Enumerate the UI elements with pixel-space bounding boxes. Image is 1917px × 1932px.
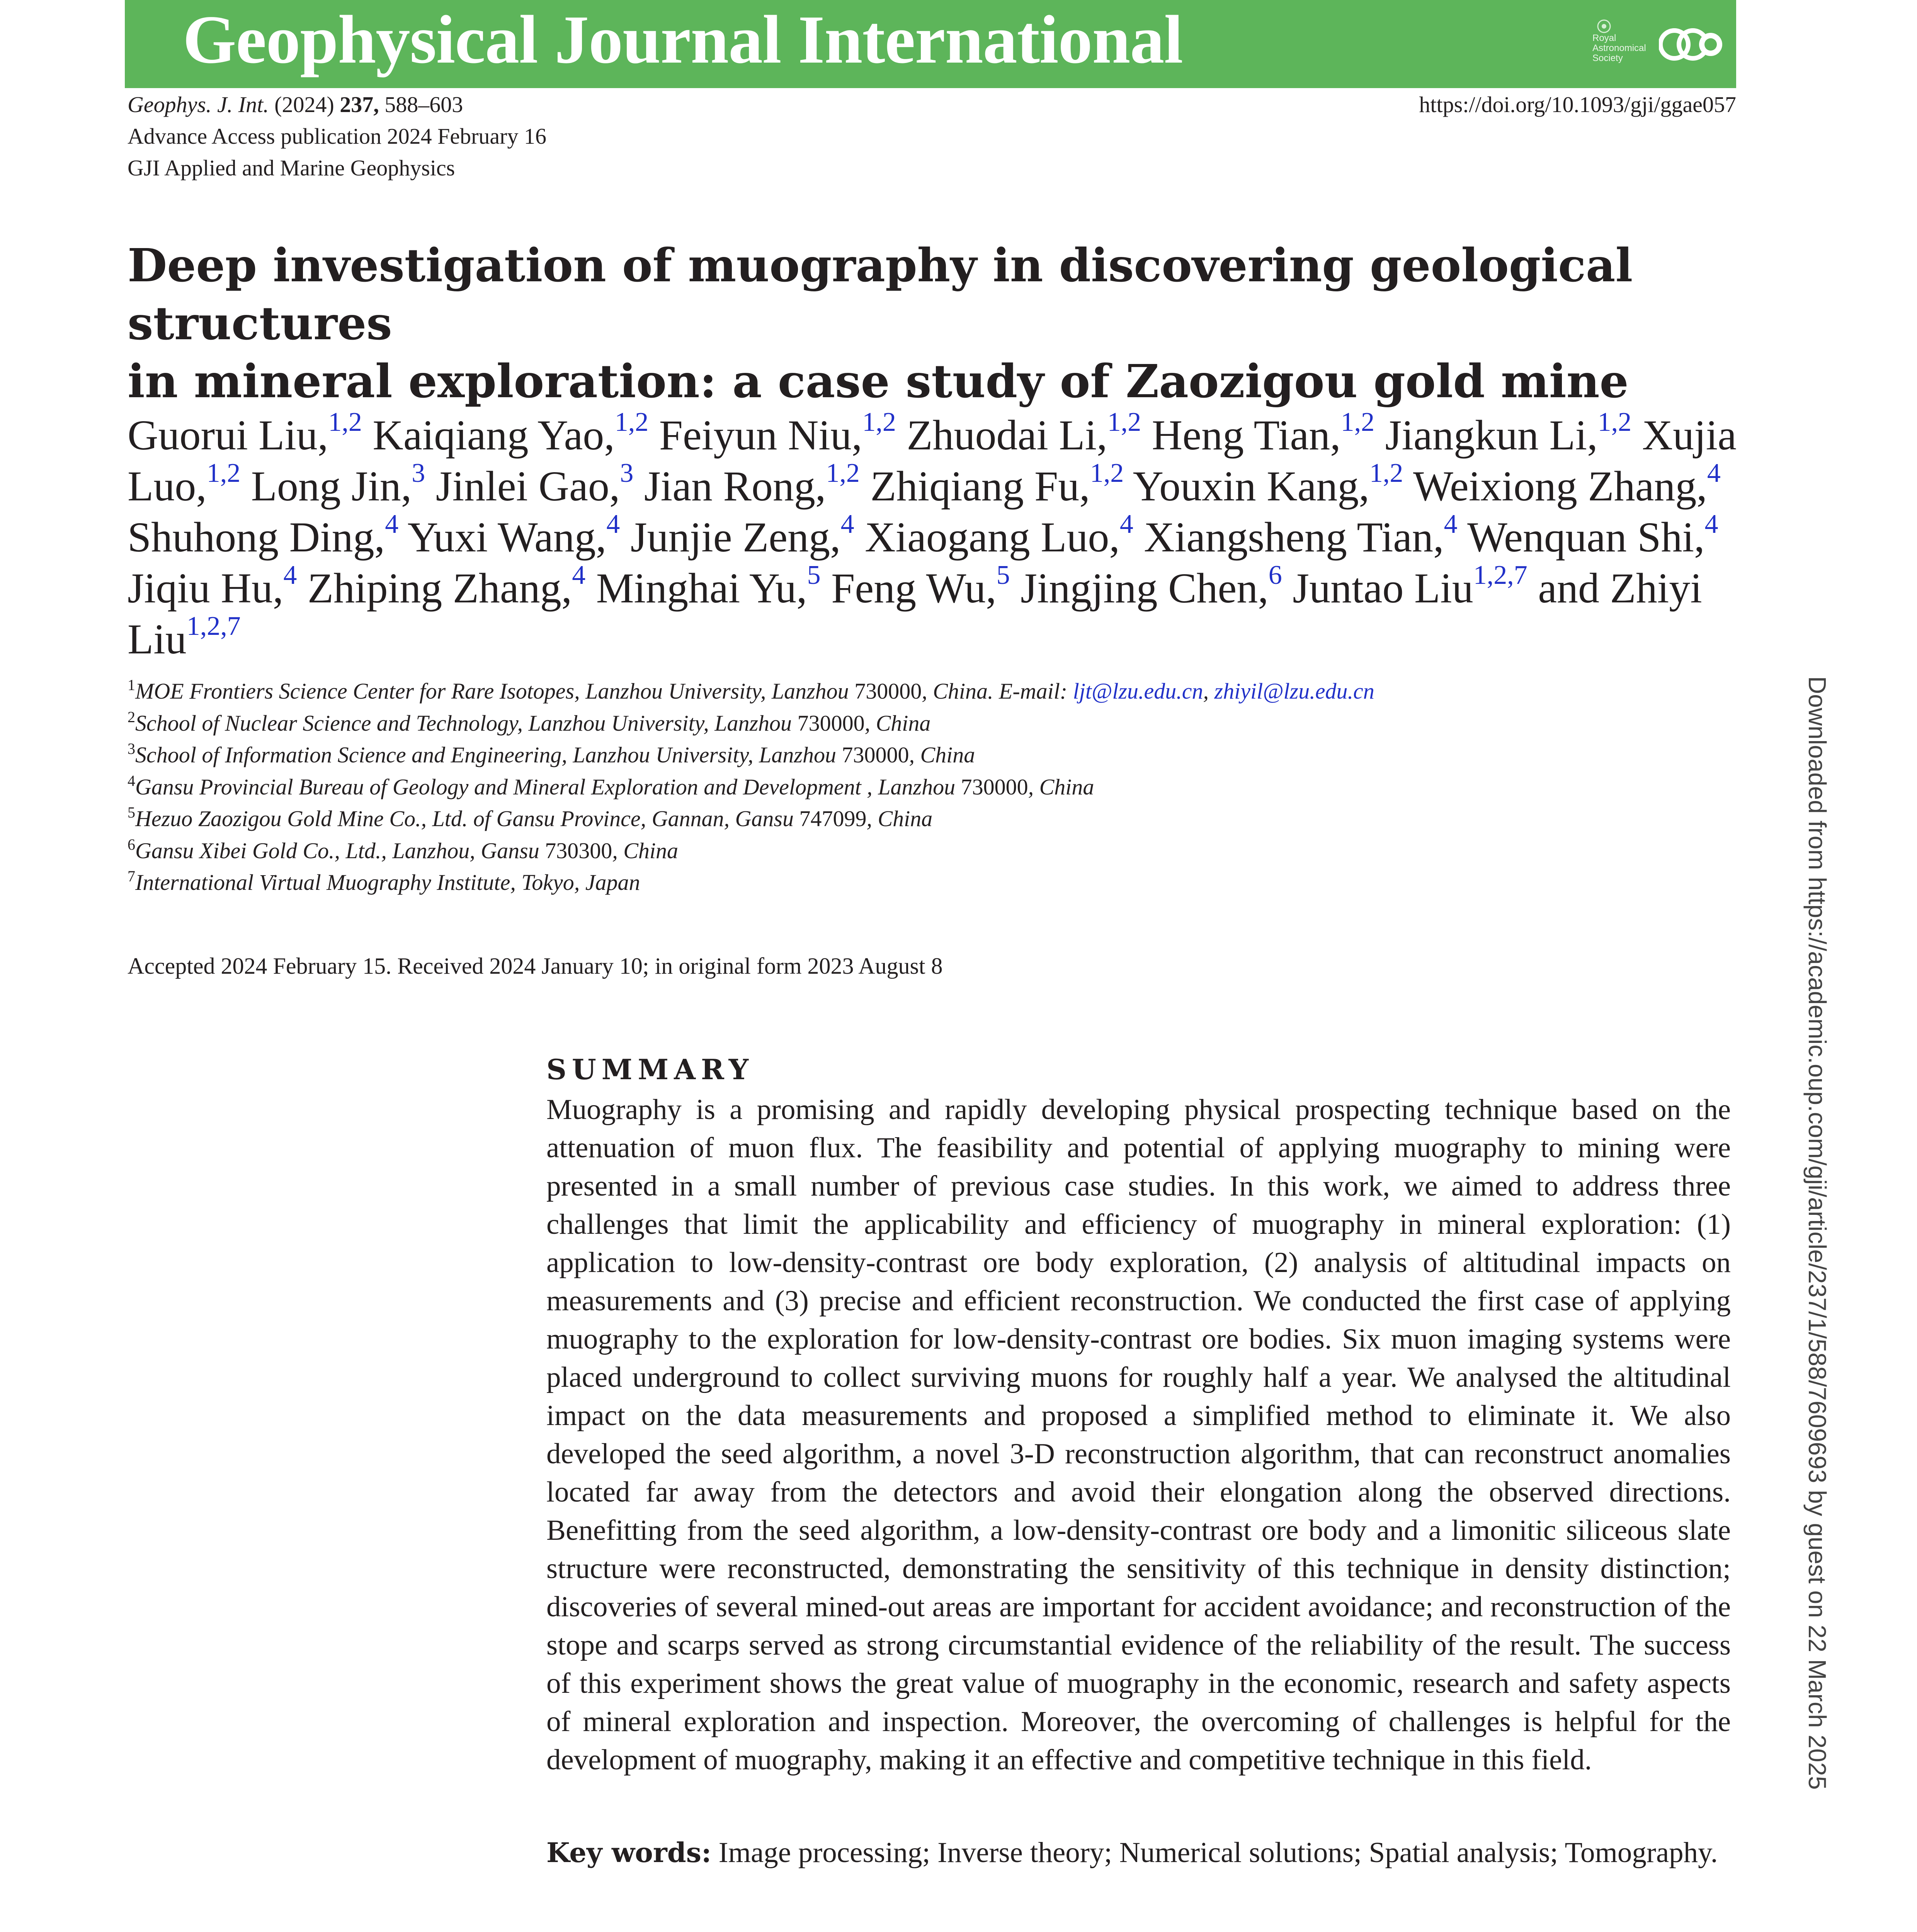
affiliation-text: Gansu Xibei Gold Co., Ltd., Lanzhou, Gansu [135, 838, 545, 863]
author-affiliation-ref[interactable]: 1,2 [1340, 407, 1375, 437]
received-dates: Accepted 2024 February 15. Received 2024 January 10; in original form 2023 August 8 [128, 953, 943, 979]
postal-code: 730300 [545, 838, 612, 863]
affiliation-tail: , China [909, 742, 975, 767]
author-name: Feng Wu, [831, 565, 997, 612]
journal-banner [125, 0, 1736, 88]
affiliation-number: 7 [128, 867, 135, 885]
affiliation-text: International Virtual Muography Institute, Tokyo, Japan [135, 870, 640, 895]
affiliation-item [128, 867, 1750, 899]
author-name: Heng Tian, [1152, 412, 1341, 459]
author-name: Jinlei Gao, [435, 463, 620, 510]
author-name: Jiqiu Hu, [128, 565, 284, 612]
affiliation-item [128, 835, 1750, 867]
advance-access: Advance Access publication 2024 February 16 [128, 124, 546, 149]
download-watermark: Downloaded from https://academic.oup.com/gji/article/237/1/588/7609693 by guest on 22 March 2025 [1803, 676, 1831, 1790]
author-name: Feiyun Niu, [659, 412, 862, 459]
author-name: Zhiqiang Fu, [870, 463, 1090, 510]
author-name: Kaiqiang Yao, [373, 412, 615, 459]
affiliation-text: School of Nuclear Science and Technology, Lanzhou University, Lanzhou [135, 710, 798, 736]
gji-logo-icon [1659, 15, 1725, 73]
affiliation-tail: , China. E-mail: [922, 679, 1073, 704]
author-affiliation-ref[interactable]: 4 [1444, 509, 1458, 539]
affiliation-number: 4 [128, 772, 135, 789]
affiliation-tail: , China [1028, 774, 1094, 799]
keywords: Key words: Image processing; Inverse theory; Numerical solutions; Spatial analysis; Tomography. [546, 1837, 1718, 1869]
affiliation-text: School of Information Science and Engineering, Lanzhou University, Lanzhou [135, 742, 842, 767]
author-affiliation-ref[interactable]: 4 [1707, 458, 1721, 488]
author-name: Junjie Zeng, [630, 514, 841, 561]
journal-title: Geophysical Journal International [183, 1, 1183, 78]
affiliation-number: 1 [128, 676, 135, 694]
author-affiliation-ref[interactable]: 4 [606, 509, 620, 539]
author-name: Xiaogang Luo, [865, 514, 1120, 561]
society-name: Royal Astronomical Society [1592, 33, 1646, 63]
author-affiliation-ref[interactable]: 4 [283, 560, 297, 590]
author-affiliation-ref[interactable]: 3 [620, 458, 634, 488]
affiliation-text: MOE Frontiers Science Center for Rare Isotopes, Lanzhou University, Lanzhou [135, 679, 855, 704]
author-affiliation-ref[interactable]: 5 [996, 560, 1010, 590]
author-affiliation-ref[interactable]: 1,2 [1597, 407, 1632, 437]
doi-link[interactable]: https://doi.org/10.1093/gji/ggae057 [1419, 92, 1736, 117]
author-affiliation-ref[interactable]: 1,2 [862, 407, 896, 437]
author-name: Zhiping Zhang, [307, 565, 572, 612]
author-affiliation-ref[interactable]: 3 [412, 458, 425, 488]
affiliation-item [128, 675, 1750, 707]
author-affiliation-ref[interactable]: 5 [807, 560, 821, 590]
postal-code: 730000 [842, 742, 909, 767]
author-affiliation-ref[interactable]: 4 [1119, 509, 1133, 539]
author-name: Long Jin, [251, 463, 412, 510]
author-affiliation-ref[interactable]: 4 [1704, 509, 1718, 539]
author-affiliation-ref[interactable]: 1,2 [328, 407, 362, 437]
author-affiliation-ref[interactable]: 6 [1268, 560, 1282, 590]
author-affiliation-ref[interactable]: 1,2,7 [186, 611, 241, 641]
affiliation-tail: , China [612, 838, 679, 863]
article-title: Deep investigation of muography in discovering geological structures in mineral exploration: a case study of Zaozigou gold mine [128, 238, 1633, 408]
separator: , [1203, 679, 1214, 704]
author-affiliation-ref[interactable]: 1,2 [1090, 458, 1124, 488]
email-link[interactable]: ljt@lzu.edu.cn [1073, 679, 1203, 704]
affiliation-list [128, 675, 1750, 899]
author-name: Wenquan Shi, [1467, 514, 1705, 561]
affiliation-item [128, 739, 1750, 771]
author-affiliation-ref[interactable]: 1,2 [206, 458, 241, 488]
author-affiliation-ref[interactable]: 4 [385, 509, 399, 539]
author-name: Weixiong Zhang, [1413, 463, 1707, 510]
affiliation-number: 3 [128, 740, 135, 757]
postal-code: 730000 [961, 774, 1028, 799]
ras-crest-icon [1596, 19, 1612, 34]
author-name: Juntao Liu [1293, 565, 1473, 612]
affiliation-number: 5 [128, 804, 135, 821]
email-link[interactable]: zhiyil@lzu.edu.cn [1214, 679, 1374, 704]
author-affiliation-ref[interactable]: 1,2 [1107, 407, 1141, 437]
affiliation-tail: , China [864, 710, 931, 736]
author-list [128, 407, 1750, 665]
author-affiliation-ref[interactable]: 1,2 [614, 407, 649, 437]
author-affiliation-ref[interactable]: 1,2,7 [1473, 560, 1527, 590]
postal-code: 730000 [797, 710, 865, 736]
affiliation-item [128, 771, 1750, 803]
affiliation-number: 6 [128, 835, 135, 853]
affiliation-item [128, 707, 1750, 740]
affiliation-number: 2 [128, 708, 135, 726]
summary-heading: SUMMARY [546, 1053, 754, 1086]
author-name: Jiangkun Li, [1385, 412, 1598, 459]
affiliation-item [128, 803, 1750, 835]
author-name: Minghai Yu, [596, 565, 807, 612]
postal-code: 747099 [799, 806, 867, 831]
postal-code: 730000 [854, 679, 922, 704]
author-name: Zhuodai Li, [907, 412, 1107, 459]
summary-text: Muography is a promising and rapidly developing physical prospecting technique based on the attenuation of muon flux. The feasibility and potential of applying muography to mining were presented in a small number of previous case studies. In this work, we aimed to address three challenges that limit the applicability and efficiency of muography in mineral exploration: (1) application to low-density-contrast ore body exploration, (2) analysis of altitudinal impacts on measurements and (3) precise and efficient reconstruction. We conducted the first case of applying muography to the exploration for low-density-contrast ore bodies. Six muon imaging systems were placed underground to collect surviving muons for roughly half a year. We analysed the altitudinal impact on the data measurements and proposed a simplified method to eliminate it. We also developed the seed algorithm, a novel 3-D reconstruction algorithm, that can reconstruct anomalies located far away from the detectors and avoid their elongation along the observed directions. Benefitting from the seed algorithm, a low-density-contrast ore body and a limonitic siliceous slate structure were reconstructed, demonstrating the sensitivity of this technique in density distinction; discoveries of several mined-out areas are important for accident avoidance; and reconstruction of the stope and scarps served as strong circumstantial evidence of the reliability of the result. The success of this experiment shows the great value of muography in the economic, research and safety aspects of mineral exploration and inspection. Moreover, the overcoming of challenges is helpful for the development of muography, making it an effective and competitive technique in this field. [546, 1094, 1731, 1776]
author-name: Yuxi Wang, [407, 514, 607, 561]
author-name: Guorui Liu, [128, 412, 328, 459]
author-name: Youxin Kang, [1133, 463, 1369, 510]
journal-section: GJI Applied and Marine Geophysics [128, 155, 455, 180]
affiliation-tail: , China [866, 806, 933, 831]
affiliation-text: Hezuo Zaozigou Gold Mine Co., Ltd. of Gansu Province, Gannan, Gansu [135, 806, 799, 831]
affiliation-text: Gansu Provincial Bureau of Geology and Mineral Exploration and Development , Lanzhou [135, 774, 961, 799]
author-affiliation-ref[interactable]: 1,2 [826, 458, 860, 488]
author-name: Jian Rong, [644, 463, 826, 510]
author-name: Jingjing Chen, [1021, 565, 1269, 612]
author-affiliation-ref[interactable]: 4 [572, 560, 586, 590]
author-affiliation-ref[interactable]: 1,2 [1369, 458, 1403, 488]
author-name: Shuhong Ding, [128, 514, 385, 561]
citation: Geophys. J. Int. (2024) 237, 588–603 [128, 92, 463, 117]
author-name: and Zhiyi Liu [128, 565, 1702, 663]
author-name: Xujia Luo, [128, 412, 1737, 510]
author-affiliation-ref[interactable]: 4 [840, 509, 854, 539]
author-name: Xiangsheng Tian, [1144, 514, 1444, 561]
